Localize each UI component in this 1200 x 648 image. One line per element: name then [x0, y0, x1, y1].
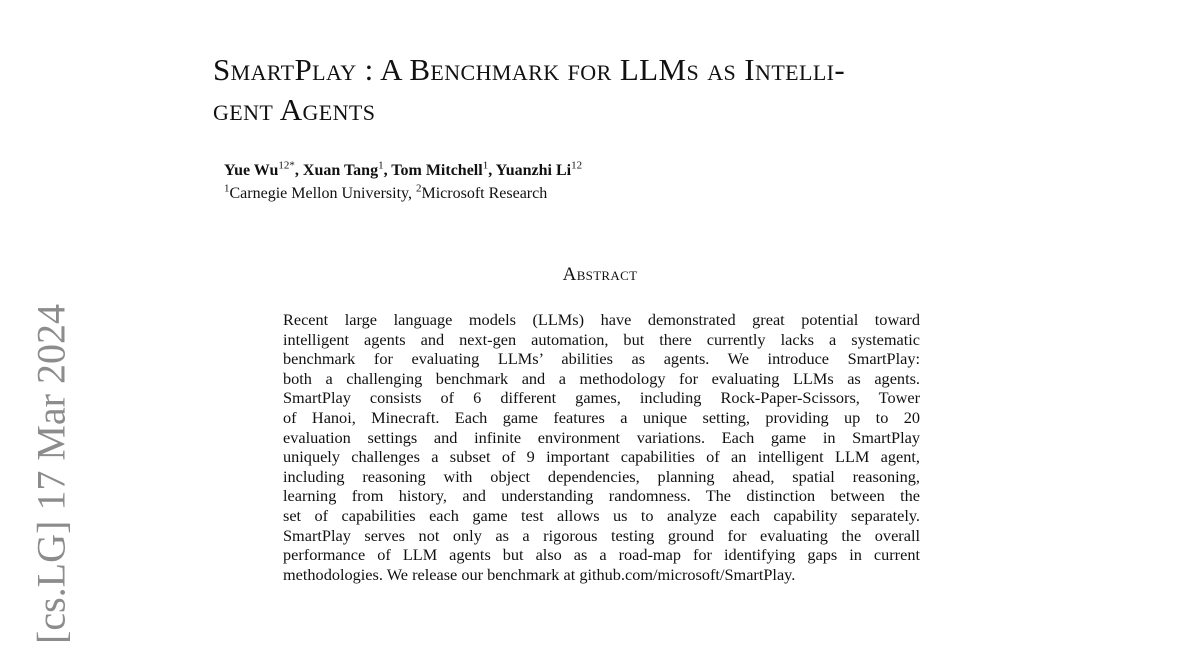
abstract-line: evaluation settings and infinite environment variations. Each game in SmartPlay — [283, 427, 920, 447]
abstract-line: set of capabilities each game test allows us to analyze each capability separately. — [283, 505, 920, 525]
abstract-heading: Abstract — [562, 264, 638, 285]
arxiv-identifier-stamp: [cs.LG] 17 Mar 2024 — [28, 304, 74, 644]
title-line-1: SmartPlay : A Benchmark for LLMs as Intelli- — [213, 52, 846, 87]
abstract-line: learning from history, and understanding randomness. The distinction between the — [283, 486, 920, 506]
abstract-body — [283, 310, 920, 584]
author-separator: , — [383, 162, 392, 179]
author-name: Tom Mitchell — [391, 162, 483, 179]
author-list — [224, 160, 582, 182]
author-affiliation-mark: 1 — [482, 159, 489, 172]
affiliation-list — [224, 183, 547, 205]
author-name: Yuanzhi Li — [495, 162, 572, 179]
abstract-line: performance of LLM agents but also as a road-map for identifying gaps in current — [283, 545, 920, 565]
affiliation-mark: 2 — [415, 182, 422, 195]
author-name: Xuan Tang — [302, 162, 379, 179]
title-line-2: gent Agents — [213, 92, 376, 127]
abstract-line: benchmark for evaluating LLMs’ abilities as agents. We introduce SmartPlay: — [283, 349, 920, 369]
author-affiliation-mark: 1 — [378, 159, 384, 172]
abstract-line: intelligent agents and next-gen automation, but there currently lacks a systematic — [283, 329, 920, 349]
abstract-line: SmartPlay serves not only as a rigorous testing ground for evaluating the overall — [283, 525, 920, 545]
abstract-line: including reasoning with object dependencies, planning ahead, spatial reasoning, — [283, 466, 920, 486]
author-affiliation-mark: 12* — [278, 159, 295, 172]
abstract-line: methodologies. We release our benchmark at github.com/microsoft/SmartPlay. — [283, 564, 796, 584]
affiliation-separator: , — [407, 185, 416, 202]
affiliation-name: Carnegie Mellon University — [229, 185, 408, 202]
author-separator: , — [294, 162, 303, 179]
author-affiliation-mark: 12 — [571, 159, 583, 172]
affiliation-name: Microsoft Research — [421, 185, 548, 202]
abstract-line: of Hanoi, Minecraft. Each game features a unique setting, providing up to 20 — [283, 407, 920, 427]
abstract-line: both a challenging benchmark and a methodology for evaluating LLMs as agents. — [283, 368, 920, 388]
paper-title — [213, 50, 1013, 130]
abstract-line: uniquely challenges a subset of 9 important capabilities of an intelligent LLM agent, — [283, 447, 920, 467]
affiliation-mark: 1 — [224, 182, 230, 195]
abstract-line: SmartPlay consists of 6 different games, including Rock-Paper-Scissors, Tower — [283, 388, 920, 408]
abstract-line: Recent large language models (LLMs) have demonstrated great potential toward — [283, 310, 920, 329]
author-name: Yue Wu — [224, 162, 279, 179]
author-separator: , — [488, 162, 496, 179]
